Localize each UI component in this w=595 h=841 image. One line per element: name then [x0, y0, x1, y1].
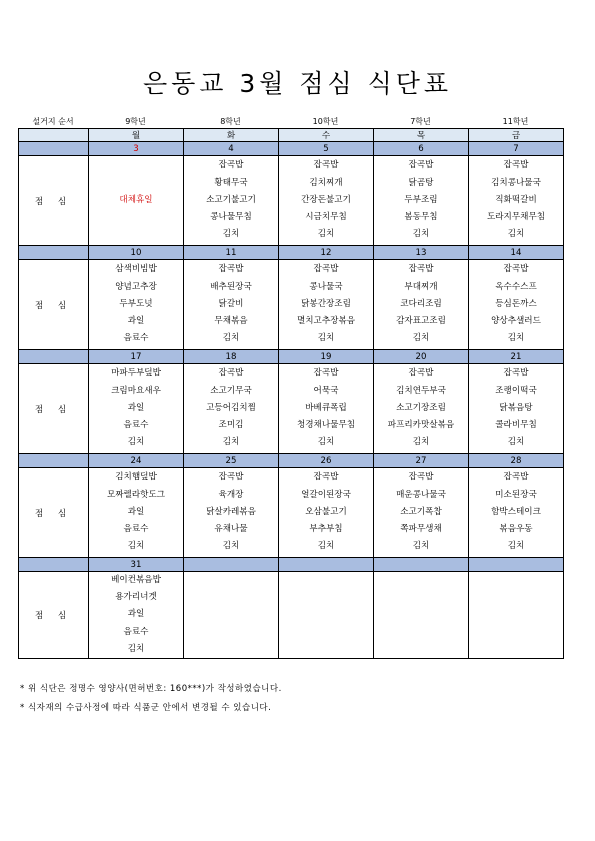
menu-item: 김치 — [222, 541, 240, 552]
weekday-wed: 수 — [279, 129, 374, 142]
date-cell-thu: 13 — [374, 246, 469, 260]
menu-item: 김치 — [317, 437, 335, 448]
menu-item: 잡곡밥 — [408, 160, 434, 171]
order-class-mon: 9학년 — [125, 117, 146, 126]
menu-item: 김치 — [222, 437, 240, 448]
menu-item: 함박스테이크 — [491, 506, 541, 517]
menu-item: 파프리카맛살볶음 — [387, 420, 455, 431]
menu-item: 소고기폭찹 — [400, 506, 442, 517]
menu-item: 용가리너겟 — [115, 592, 157, 603]
menu-item: 멸치고추장볶음 — [296, 316, 356, 327]
menu-item: 오삼불고기 — [305, 506, 347, 517]
menu-item: 잡곡밥 — [218, 160, 244, 171]
menu-item: 김치 — [127, 643, 145, 654]
date-cell-mon: 3 — [89, 142, 184, 156]
menu-item: 잡곡밥 — [313, 160, 339, 171]
menu-cell-mon — [89, 260, 184, 350]
date-cell-fri: 28 — [469, 454, 564, 468]
menu-row — [19, 572, 564, 659]
menu-item: 김치 — [222, 229, 240, 240]
order-class-tue: 8학년 — [220, 117, 241, 126]
menu-cell-wed — [279, 572, 374, 659]
menu-item: 김치 — [317, 229, 335, 240]
menu-item: 김치 — [412, 541, 430, 552]
menu-cell-thu — [374, 364, 469, 454]
menu-item: 잡곡밥 — [218, 472, 244, 483]
menu-cell-thu — [374, 260, 469, 350]
menu-item: 양상추샐러드 — [491, 316, 541, 327]
menu-item: 베이컨볶음밥 — [111, 575, 161, 585]
menu-item: 과일 — [127, 402, 145, 413]
menu-item: 김치 — [317, 333, 335, 344]
date-cell-tue: 11 — [184, 246, 279, 260]
menu-item: 음료수 — [123, 333, 149, 344]
menu-item: 마파두부덮밥 — [111, 368, 161, 379]
menu-item: 과일 — [127, 609, 145, 620]
menu-cell-tue — [184, 468, 279, 558]
menu-item: 김치 — [412, 437, 430, 448]
menu-item: 닭곰탕 — [408, 177, 434, 188]
menu-row — [19, 468, 564, 558]
order-class-fri: 11학년 — [502, 117, 529, 126]
note-line: * 식자재의 수급사정에 따라 식품군 안에서 변경될 수 있습니다. — [20, 703, 272, 713]
menu-cell-thu — [374, 156, 469, 246]
date-cell-mon: 24 — [89, 454, 184, 468]
date-row-corner — [19, 558, 89, 572]
date-cell-thu: 6 — [374, 142, 469, 156]
note-line: * 위 식단은 정명수 영양사(면허번호: 160***)가 작성하였습니다. — [20, 684, 282, 694]
menu-item: 봄동무침 — [404, 212, 438, 223]
menu-item: 잡곡밥 — [218, 264, 244, 275]
date-cell-fri — [469, 558, 564, 572]
dishwashing-order-row — [18, 116, 563, 128]
meal-label: 점 심 — [19, 468, 89, 558]
menu-item: 감자표고조림 — [396, 316, 446, 327]
menu-item: 소고기장조림 — [396, 402, 446, 413]
weekday-fri: 금 — [469, 129, 564, 142]
date-cell-thu: 27 — [374, 454, 469, 468]
meal-label: 점 심 — [19, 156, 89, 246]
menu-item: 등심돈까스 — [495, 298, 537, 309]
menu-item: 볶음우동 — [499, 524, 533, 535]
menu-item: 잡곡밥 — [503, 368, 529, 379]
menu-item: 청경채나물무침 — [296, 420, 356, 431]
date-cell-thu: 20 — [374, 350, 469, 364]
date-row — [19, 558, 564, 572]
menu-item: 김치 — [317, 541, 335, 552]
weekday-header-row — [19, 129, 564, 142]
meal-label: 점 심 — [19, 364, 89, 454]
date-cell-wed: 5 — [279, 142, 374, 156]
date-cell-tue: 4 — [184, 142, 279, 156]
menu-item: 잡곡밥 — [408, 264, 434, 275]
menu-item: 매운콩나물국 — [396, 489, 446, 500]
menu-item: 잡곡밥 — [313, 264, 339, 275]
menu-item: 김치 — [507, 333, 525, 344]
menu-item: 크림마요새우 — [111, 385, 161, 396]
menu-item: 김치 — [222, 333, 240, 344]
menu-item: 삼색비빔밥 — [115, 264, 157, 275]
meal-label: 점 심 — [19, 260, 89, 350]
menu-item: 콩나물국 — [309, 281, 343, 292]
menu-item: 모짜렐라핫도그 — [106, 489, 166, 500]
date-row-corner — [19, 246, 89, 260]
date-cell-tue: 18 — [184, 350, 279, 364]
menu-row — [19, 156, 564, 246]
menu-cell-tue — [184, 572, 279, 659]
menu-cell-fri — [469, 364, 564, 454]
menu-item: 잡곡밥 — [503, 472, 529, 483]
menu-item: 소고기불고기 — [206, 194, 256, 205]
menu-cell-fri — [469, 572, 564, 659]
menu-item: 고등어김치찜 — [206, 402, 256, 413]
menu-item: 닭볶음탕 — [499, 402, 533, 413]
menu-item: 부대찌개 — [404, 281, 438, 292]
menu-cell-fri — [469, 260, 564, 350]
weekday-thu: 목 — [374, 129, 469, 142]
menu-cell-mon — [89, 364, 184, 454]
menu-item: 육개장 — [218, 489, 244, 500]
menu-item: 시금치무침 — [305, 212, 347, 223]
menu-cell-fri — [469, 156, 564, 246]
menu-item: 음료수 — [123, 524, 149, 535]
menu-cell-fri — [469, 468, 564, 558]
menu-item: 김치 — [507, 541, 525, 552]
page-title: 은동교 3월 점심 식단표 — [142, 69, 453, 98]
menu-cell-tue — [184, 364, 279, 454]
menu-item: 잡곡밥 — [313, 472, 339, 483]
menu-cell-mon — [89, 468, 184, 558]
menu-item: 음료수 — [123, 420, 149, 431]
date-cell-fri: 7 — [469, 142, 564, 156]
date-cell-fri: 14 — [469, 246, 564, 260]
date-row — [19, 142, 564, 156]
menu-cell-mon — [89, 156, 184, 246]
date-row — [19, 454, 564, 468]
date-row — [19, 246, 564, 260]
menu-cell-mon — [89, 572, 184, 659]
menu-item: 과일 — [127, 316, 145, 327]
date-cell-wed — [279, 558, 374, 572]
date-row-corner — [19, 350, 89, 364]
date-row — [19, 350, 564, 364]
date-row-corner — [19, 454, 89, 468]
menu-item: 조랭이떡국 — [495, 385, 537, 396]
date-cell-mon: 31 — [89, 558, 184, 572]
date-cell-wed: 12 — [279, 246, 374, 260]
menu-item: 쪽파무생채 — [400, 524, 442, 535]
menu-item: 도라지무채무침 — [486, 212, 546, 223]
menu-cell-tue — [184, 260, 279, 350]
menu-row — [19, 364, 564, 454]
menu-cell-thu — [374, 572, 469, 659]
menu-item: 무채볶음 — [214, 316, 248, 327]
menu-item: 음료수 — [123, 626, 149, 637]
menu-item: 콩나물무침 — [210, 212, 252, 223]
date-cell-mon: 10 — [89, 246, 184, 260]
menu-item: 닭살카레볶음 — [206, 506, 256, 517]
menu-item: 배추된장국 — [210, 281, 252, 292]
menu-item: 조미김 — [218, 420, 244, 431]
date-cell-wed: 19 — [279, 350, 374, 364]
menu-item: 두부도넛 — [119, 298, 153, 309]
menu-item: 양념고추장 — [115, 281, 157, 292]
order-class-wed: 10학년 — [312, 117, 339, 126]
menu-item: 미소된장국 — [495, 489, 537, 500]
menu-item: 닭봉간장조림 — [301, 298, 351, 309]
menu-item: 코다리조림 — [400, 298, 442, 309]
menu-row — [19, 260, 564, 350]
menu-item: 김치연두부국 — [396, 385, 446, 396]
date-cell-thu — [374, 558, 469, 572]
menu-item: 얼갈이된장국 — [301, 489, 351, 500]
menu-item: 김치콩나물국 — [491, 177, 541, 188]
menu-item: 황태무국 — [214, 177, 248, 188]
date-cell-fri: 21 — [469, 350, 564, 364]
menu-item: 잡곡밥 — [218, 368, 244, 379]
menu-item: 소고기무국 — [210, 385, 252, 396]
menu-item: 두부조림 — [404, 194, 438, 205]
notes — [20, 680, 282, 718]
menu-item: 잡곡밥 — [503, 160, 529, 171]
date-cell-tue: 25 — [184, 454, 279, 468]
date-cell-mon: 17 — [89, 350, 184, 364]
menu-item: 부추부침 — [309, 524, 343, 535]
menu-item: 옥수수스프 — [495, 281, 537, 292]
lunch-menu-table — [18, 128, 564, 659]
menu-item: 김치 — [127, 437, 145, 448]
order-class-thu: 7학년 — [410, 117, 431, 126]
date-cell-wed: 26 — [279, 454, 374, 468]
menu-item: 김치 — [127, 541, 145, 552]
menu-item: 과일 — [127, 506, 145, 517]
holiday-label: 대체휴일 — [119, 194, 153, 205]
menu-item: 김치 — [412, 333, 430, 344]
menu-item: 어묵국 — [313, 385, 339, 396]
weekday-mon: 월 — [89, 129, 184, 142]
menu-item: 직화떡갈비 — [495, 194, 537, 205]
menu-item: 잡곡밥 — [408, 368, 434, 379]
menu-item: 김치찌개 — [309, 177, 343, 188]
menu-item: 김치햄덮밥 — [115, 472, 157, 483]
menu-item: 유채나물 — [214, 524, 248, 535]
menu-cell-wed — [279, 364, 374, 454]
menu-item: 잡곡밥 — [503, 264, 529, 275]
menu-cell-thu — [374, 468, 469, 558]
weekday-header-corner — [19, 129, 89, 142]
menu-item: 김치 — [507, 229, 525, 240]
menu-cell-wed — [279, 156, 374, 246]
menu-item: 바베큐폭립 — [305, 402, 347, 413]
menu-item: 김치 — [412, 229, 430, 240]
menu-cell-tue — [184, 156, 279, 246]
menu-item: 잡곡밥 — [313, 368, 339, 379]
menu-item: 콜라비무침 — [495, 420, 537, 431]
meal-label: 점 심 — [19, 572, 89, 659]
weekday-tue: 화 — [184, 129, 279, 142]
date-row-corner — [19, 142, 89, 156]
date-cell-tue — [184, 558, 279, 572]
menu-cell-wed — [279, 260, 374, 350]
menu-item: 닭갈비 — [218, 298, 244, 309]
menu-cell-wed — [279, 468, 374, 558]
menu-item: 김치 — [507, 437, 525, 448]
dishwashing-order-label: 설거지 순서 — [32, 117, 74, 126]
menu-item: 잡곡밥 — [408, 472, 434, 483]
menu-item: 간장돈불고기 — [301, 194, 351, 205]
